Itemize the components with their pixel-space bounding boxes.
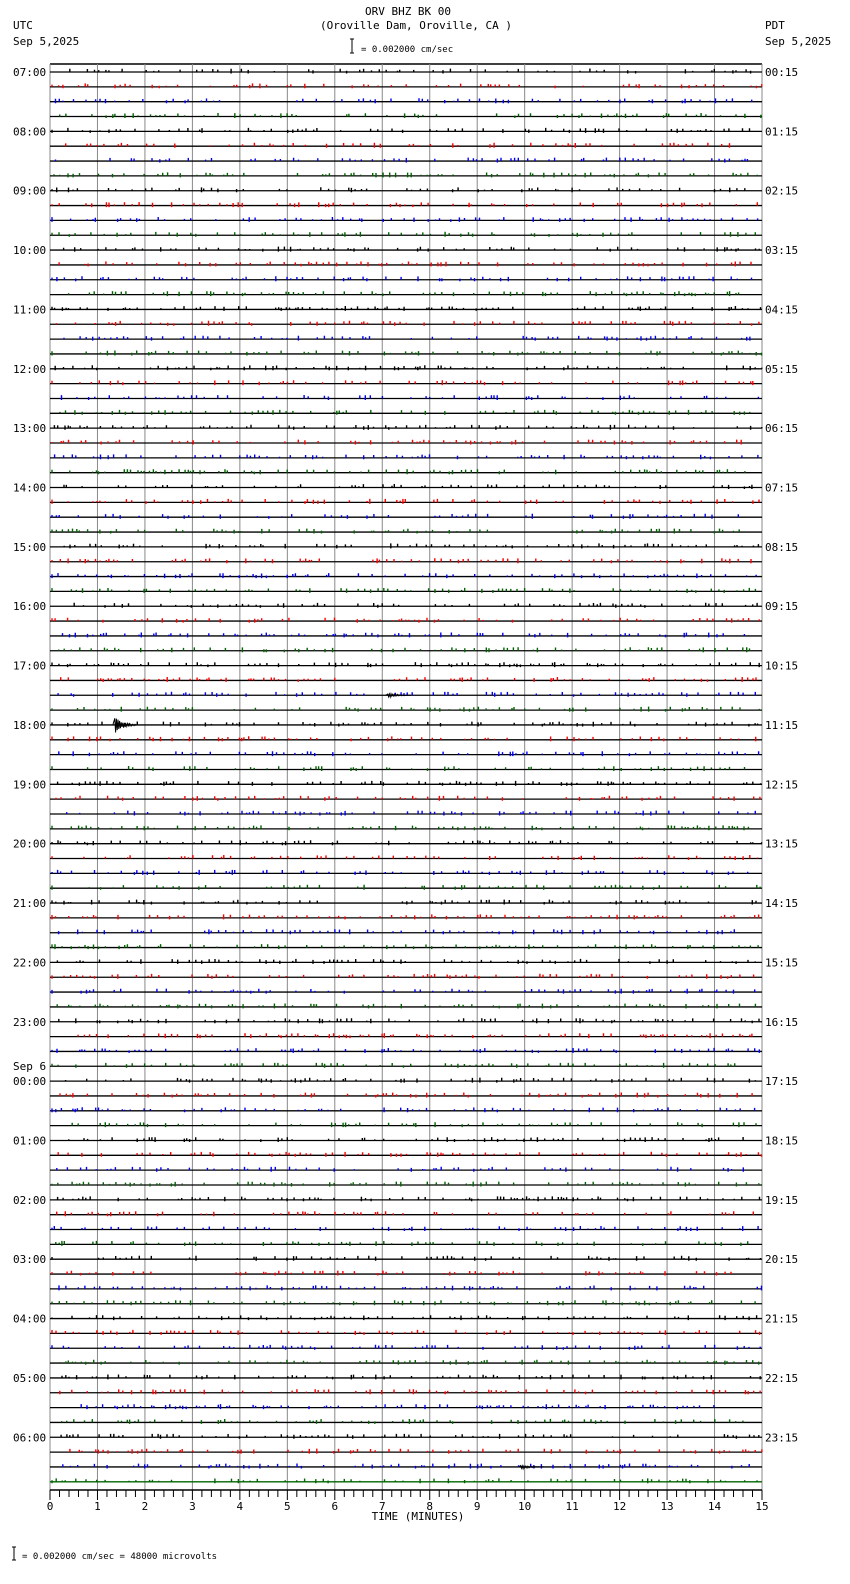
trace-row: [50, 870, 762, 875]
trace-row: [50, 900, 762, 905]
utc-hour-label: 09:00: [13, 184, 47, 198]
utc-hour-label: 12:00: [13, 362, 47, 376]
trace-signal: [67, 811, 756, 816]
trace-row: [50, 1063, 762, 1068]
trace-row: [50, 1464, 762, 1469]
trace-signal: [52, 1063, 735, 1068]
trace-signal: [59, 647, 750, 652]
trace-row: [50, 707, 762, 712]
utc-hour-label: 01:00: [13, 1134, 47, 1148]
pdt-time-label: 23:15: [765, 1431, 799, 1445]
trace-signal: [64, 336, 750, 341]
trace-signal: [52, 840, 762, 845]
trace-signal: [57, 1004, 755, 1009]
trace-row: [50, 722, 762, 727]
trace-row: [50, 1360, 762, 1365]
trace-row: [50, 781, 762, 786]
utc-hour-label: 10:00: [13, 244, 47, 258]
trace-row: [50, 113, 762, 118]
footer-scale-label: = 0.002000 cm/sec = 48000 microvolts: [22, 1552, 218, 1562]
trace-row: [50, 944, 762, 949]
trace-signal: [52, 351, 762, 356]
trace-signal: [63, 633, 745, 638]
trace-row: [50, 543, 762, 548]
trace-row: [50, 69, 762, 74]
trace-signal: [52, 870, 748, 875]
utc-hour-label: 07:00: [13, 66, 47, 79]
trace-row: [50, 633, 762, 638]
trace-signal: [52, 499, 759, 504]
trace-signal: [52, 1256, 760, 1261]
trace-row: [50, 751, 762, 756]
trace-signal: [52, 855, 757, 860]
utc-hour-label: 21:00: [13, 897, 47, 911]
trace-signal: [60, 1389, 760, 1394]
utc-hour-label: 20:00: [13, 837, 47, 851]
x-tick-label: 6: [331, 1500, 339, 1513]
trace-row: [50, 128, 762, 133]
trace-signal: [64, 247, 760, 252]
trace-row: [50, 440, 762, 445]
trace-signal: [52, 974, 754, 979]
trace-signal: [64, 484, 752, 489]
trace-row: [50, 232, 762, 237]
x-axis-label: TIME (MINUTES): [371, 1510, 465, 1523]
chart-title: ORV BHZ BK 00: [364, 5, 452, 18]
trace-row: [50, 929, 762, 934]
pdt-time-label: 05:15: [765, 362, 799, 376]
trace-signal: [52, 1271, 731, 1276]
scale-label: = 0.002000 cm/sec: [361, 45, 454, 55]
trace-signal: [52, 900, 756, 905]
trace-signal: [52, 618, 759, 623]
trace-row: [50, 484, 762, 489]
trace-row: [50, 158, 762, 163]
trace-signal: [52, 202, 757, 207]
trace-row: [50, 1300, 762, 1305]
trace-signal: [74, 603, 757, 608]
utc-hour-label: 23:00: [13, 1015, 47, 1029]
trace-signal: [52, 825, 748, 830]
utc-date-label: Sep 6: [13, 1060, 47, 1074]
trace-row: [50, 855, 762, 860]
pdt-time-label: 00:15: [765, 66, 799, 79]
utc-hour-label: 14:00: [13, 481, 47, 495]
trace-signal: [66, 1078, 756, 1083]
trace-row: [50, 143, 762, 148]
trace-signal: [55, 454, 758, 459]
x-tick-label: 4: [236, 1500, 244, 1513]
trace-row: [50, 1122, 762, 1127]
trace-signal: [66, 143, 730, 148]
trace-row: [50, 469, 762, 474]
trace-row: [50, 529, 762, 534]
x-tick-label: 11: [565, 1500, 579, 1513]
pdt-time-label: 21:15: [765, 1312, 799, 1326]
trace-row: [50, 276, 762, 281]
trace-signal: [52, 707, 759, 712]
trace-signal: [57, 1167, 744, 1172]
trace-row: [50, 1033, 762, 1038]
trace-row: [50, 811, 762, 816]
trace-row: [50, 1093, 762, 1098]
trace-row: [50, 291, 762, 296]
x-tick-label: 5: [284, 1500, 291, 1513]
trace-signal: [52, 662, 759, 667]
trace-row: [50, 247, 762, 252]
utc-hour-label: 15:00: [13, 540, 47, 554]
trace-row: [50, 677, 762, 682]
trace-row: [50, 825, 762, 830]
trace-row: [50, 499, 762, 504]
trace-signal: [52, 944, 758, 949]
trace-signal: [52, 1315, 757, 1320]
trace-signal: [70, 69, 751, 74]
trace-row: [50, 692, 762, 697]
trace-row: [50, 1241, 762, 1246]
trace-row: [50, 1018, 762, 1023]
trace-signal: [72, 1122, 756, 1127]
trace-row: [50, 603, 762, 608]
trace-signal: [56, 1241, 748, 1246]
trace-row: [50, 1196, 762, 1201]
utc-hour-label: 13:00: [13, 422, 47, 436]
trace-signal: [55, 365, 762, 370]
utc-hour-label: 17:00: [13, 659, 47, 673]
trace-signal: [52, 722, 758, 727]
footer-scale-icon: [12, 1547, 16, 1560]
trace-signal: [52, 276, 752, 281]
trace-row: [50, 662, 762, 667]
station-location: (Oroville Dam, Oroville, CA ): [319, 19, 513, 32]
traces: [50, 69, 762, 1484]
trace-signal: [60, 1093, 752, 1098]
pdt-time-label: 13:15: [765, 837, 799, 851]
trace-row: [50, 1434, 762, 1439]
trace-signal: [52, 380, 753, 385]
trace-row: [50, 395, 762, 400]
pdt-time-label: 14:15: [765, 897, 799, 911]
trace-signal: [52, 885, 760, 890]
trace-row: [50, 1256, 762, 1261]
trace-signal: [52, 1048, 759, 1053]
utc-hour-label: 04:00: [13, 1312, 47, 1326]
trace-row: [50, 959, 762, 964]
trace-signal: [52, 1107, 755, 1112]
pdt-time-label: 15:15: [765, 956, 799, 970]
pdt-time-label: 01:15: [765, 125, 799, 139]
trace-row: [50, 840, 762, 845]
trace-signal: [61, 677, 756, 682]
trace-signal: [64, 543, 758, 548]
x-tick-label: 0: [46, 1500, 54, 1513]
trace-signal: [60, 410, 750, 415]
trace-row: [50, 796, 762, 801]
x-tick-label: 7: [378, 1500, 386, 1513]
trace-signal: [52, 588, 755, 593]
trace-signal: [52, 83, 762, 88]
utc-hour-label: 22:00: [13, 956, 47, 970]
x-tick-label: 14: [707, 1500, 722, 1513]
pdt-time-label: 11:15: [765, 718, 799, 732]
trace-signal: [57, 1211, 754, 1216]
trace-signal: [52, 766, 745, 771]
trace-signal: [56, 158, 748, 163]
trace-row: [50, 736, 762, 741]
trace-signal: [56, 98, 752, 103]
pdt-time-label: 10:15: [765, 659, 799, 673]
trace-signal: [52, 1182, 759, 1187]
trace-row: [50, 261, 762, 266]
trace-signal: [60, 1360, 759, 1365]
trace-row: [50, 1404, 762, 1409]
x-tick-label: 1: [94, 1500, 101, 1513]
pdt-time-label: 07:15: [765, 481, 799, 495]
pdt-time-label: 16:15: [765, 1015, 799, 1029]
utc-hour-label: 18:00: [13, 718, 47, 732]
trace-signal: [52, 469, 745, 474]
trace-row: [50, 618, 762, 623]
pdt-time-label: 17:15: [765, 1075, 799, 1089]
pdt-time-label: 12:15: [765, 778, 799, 792]
trace-signal: [59, 1285, 762, 1290]
trace-row: [50, 514, 762, 519]
trace-row: [50, 172, 762, 177]
trace-signal: [52, 1300, 755, 1305]
x-tick-label: 8: [426, 1500, 434, 1513]
x-tick-label: 9: [473, 1500, 481, 1513]
trace-signal: [62, 395, 759, 400]
trace-row: [50, 410, 762, 415]
trace-signal: [56, 796, 760, 801]
trace-row: [50, 1345, 762, 1350]
trace-row: [50, 1211, 762, 1216]
trace-row: [50, 217, 762, 222]
left-timezone: UTC: [13, 19, 33, 32]
trace-row: [50, 425, 762, 430]
trace-row: [50, 1004, 762, 1009]
trace-signal: [57, 959, 755, 964]
trace-signal: [58, 781, 761, 786]
trace-signal: [52, 989, 755, 994]
trace-signal: [52, 440, 741, 445]
left-date: Sep 5,2025: [13, 35, 80, 48]
trace-row: [50, 766, 762, 771]
scale-bar-icon: [350, 39, 354, 53]
trace-signal: [52, 914, 759, 919]
utc-hour-label: 08:00: [13, 125, 47, 139]
utc-hour-label: 00:00: [13, 1075, 47, 1089]
trace-row: [50, 1271, 762, 1276]
utc-hour-label: 19:00: [13, 778, 47, 792]
pdt-time-label: 18:15: [765, 1134, 799, 1148]
trace-signal: [54, 172, 757, 177]
x-tick-label: 2: [141, 1500, 149, 1513]
trace-signal: [59, 1018, 759, 1023]
seismic-event: [113, 718, 137, 732]
trace-row: [50, 336, 762, 341]
trace-row: [50, 1107, 762, 1112]
trace-row: [50, 1078, 762, 1083]
x-tick-label: 15: [755, 1500, 769, 1513]
grid: [50, 64, 762, 1490]
right-timezone: PDT: [765, 19, 785, 32]
trace-row: [50, 1478, 762, 1483]
trace-signal: [52, 217, 758, 222]
trace-row: [50, 1389, 762, 1394]
trace-row: [50, 1167, 762, 1172]
trace-row: [50, 351, 762, 356]
pdt-time-label: 02:15: [765, 184, 799, 198]
x-tick-label: 12: [612, 1500, 627, 1513]
pdt-time-label: 22:15: [765, 1371, 799, 1385]
pdt-time-label: 08:15: [765, 540, 799, 554]
x-tick-label: 3: [189, 1500, 196, 1513]
trace-signal: [52, 514, 738, 519]
x-tick-label: 10: [518, 1500, 532, 1513]
trace-signal: [52, 232, 755, 237]
utc-hour-label: 16:00: [13, 600, 47, 614]
trace-row: [50, 989, 762, 994]
trace-signal: [60, 113, 761, 118]
trace-row: [50, 647, 762, 652]
trace-row: [50, 187, 762, 192]
trace-signal: [62, 1419, 743, 1424]
trace-signal: [52, 1330, 760, 1335]
utc-hour-label: 06:00: [13, 1431, 47, 1445]
trace-signal: [57, 321, 759, 326]
utc-hour-label: 03:00: [13, 1253, 47, 1267]
trace-row: [50, 1449, 762, 1454]
trace-row: [50, 83, 762, 88]
trace-row: [50, 914, 762, 919]
pdt-time-label: 20:15: [765, 1253, 799, 1267]
utc-hour-label: 11:00: [13, 303, 47, 317]
trace-signal: [69, 1137, 743, 1142]
trace-signal: [59, 929, 735, 934]
trace-row: [50, 573, 762, 578]
pdt-time-label: 06:15: [765, 422, 799, 436]
trace-signal: [52, 1226, 758, 1231]
utc-hour-label: 05:00: [13, 1371, 47, 1385]
trace-signal: [78, 1033, 752, 1038]
trace-signal: [52, 573, 756, 578]
trace-signal: [81, 1404, 714, 1409]
trace-row: [50, 1226, 762, 1231]
trace-signal: [52, 736, 756, 741]
trace-row: [50, 588, 762, 593]
trace-row: [50, 974, 762, 979]
trace-row: [50, 1419, 762, 1424]
trace-row: [50, 1182, 762, 1187]
trace-row: [50, 1048, 762, 1053]
trace-signal: [52, 558, 751, 563]
trace-signal: [69, 291, 739, 296]
x-tick-label: 13: [660, 1500, 674, 1513]
trace-signal: [58, 692, 755, 697]
trace-row: [50, 202, 762, 207]
trace-signal: [59, 261, 751, 266]
utc-hour-label: 02:00: [13, 1193, 47, 1207]
trace-row: [50, 1330, 762, 1335]
trace-signal: [52, 529, 739, 534]
pdt-time-label: 04:15: [765, 303, 799, 317]
trace-signal: [52, 128, 750, 133]
trace-row: [50, 1375, 762, 1380]
trace-row: [50, 321, 762, 326]
trace-row: [50, 1152, 762, 1157]
pdt-time-label: 09:15: [765, 600, 799, 614]
trace-signal: [58, 1196, 760, 1201]
trace-row: [50, 454, 762, 459]
trace-row: [50, 558, 762, 563]
trace-row: [50, 380, 762, 385]
trace-row: [50, 885, 762, 890]
trace-signal: [52, 1478, 757, 1483]
right-date: Sep 5,2025: [765, 35, 832, 48]
trace-row: [50, 365, 762, 370]
trace-signal: [62, 1375, 760, 1380]
trace-signal: [58, 1152, 761, 1157]
trace-row: [50, 1315, 762, 1320]
trace-signal: [52, 306, 761, 311]
pdt-time-label: 19:15: [765, 1193, 799, 1207]
trace-row: [50, 98, 762, 103]
trace-signal: [70, 1449, 762, 1454]
trace-signal: [52, 1345, 760, 1350]
trace-signal: [52, 187, 745, 192]
trace-signal: [61, 1434, 759, 1439]
trace-signal: [54, 425, 762, 430]
trace-row: [50, 1137, 762, 1142]
pdt-time-label: 03:15: [765, 244, 799, 258]
trace-row: [50, 1285, 762, 1290]
trace-signal: [63, 1464, 749, 1469]
trace-row: [50, 306, 762, 311]
trace-signal: [59, 751, 759, 756]
